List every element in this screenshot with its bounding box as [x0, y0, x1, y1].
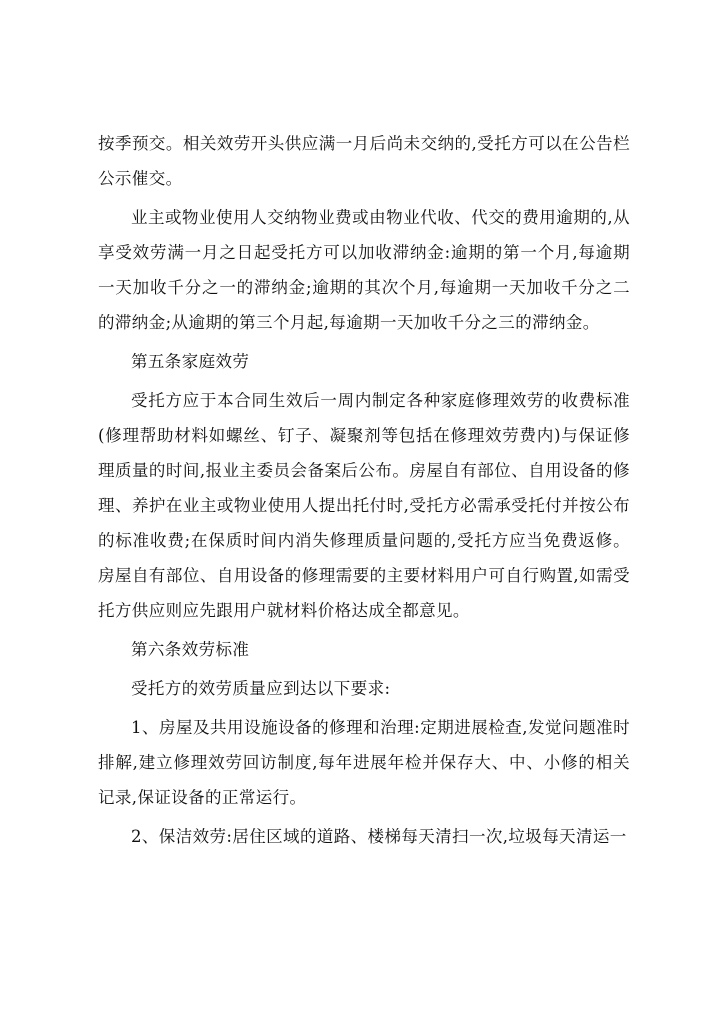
paragraph-household-service: 受托方应于本合同生效后一周内制定各种家庭修理效劳的收费标准(修理帮助材料如螺丝、钉子、凝聚剂等包括在修理效劳费内)与保证修理质量的时间,报业主委员会备案后公布。房屋自有部位、自用设备的修理、养护在业主或物业使用人提出托付时,受托方必需承受托付并按公布的标准收费;在保质时间内消失修理质量问题的,受托方应当免费返修。房屋自有部位、自用设备的修理需要的主要材料用户可自行购置,如需受托方供应则应先跟用户就材料价格达成全都意见。: [98, 391, 630, 620]
paragraph-quality-requirements: 受托方的效劳质量应到达以下要求:: [131, 679, 391, 698]
section-heading-service-standard: 第六条效劳标准: [131, 640, 250, 659]
paragraph-fee-collection: 按季预交。相关效劳开头供应满一月后尚未交纳的,受托方可以在公告栏公示催交。: [98, 134, 630, 188]
paragraph-late-fee: 业主或物业使用人交纳物业费或由物业代收、代交的费用逾期的,从享受效劳满一月之日起受托方可以加收滞纳金:逾期的第一个月,每逾期一天加收千分之一的滞纳金;逾期的其次个月,每逾期一天加收千分之二的滞纳金;从逾期的第三个月起,每逾期一天加收千分之三的滞纳金。: [98, 208, 630, 332]
paragraph-item-1-maintenance: 1、房屋及共用设施设备的修理和治理:定期进展检查,发觉问题准时排解,建立修理效劳回访制度,每年进展年检并保存大、中、小修的相关记录,保证设备的正常运行。: [98, 718, 630, 807]
section-heading-household-service: 第五条家庭效劳: [131, 352, 250, 371]
paragraph-item-2-cleaning: 2、保洁效劳:居住区域的道路、楼梯每天清扫一次,垃圾每天清运一: [131, 827, 627, 846]
